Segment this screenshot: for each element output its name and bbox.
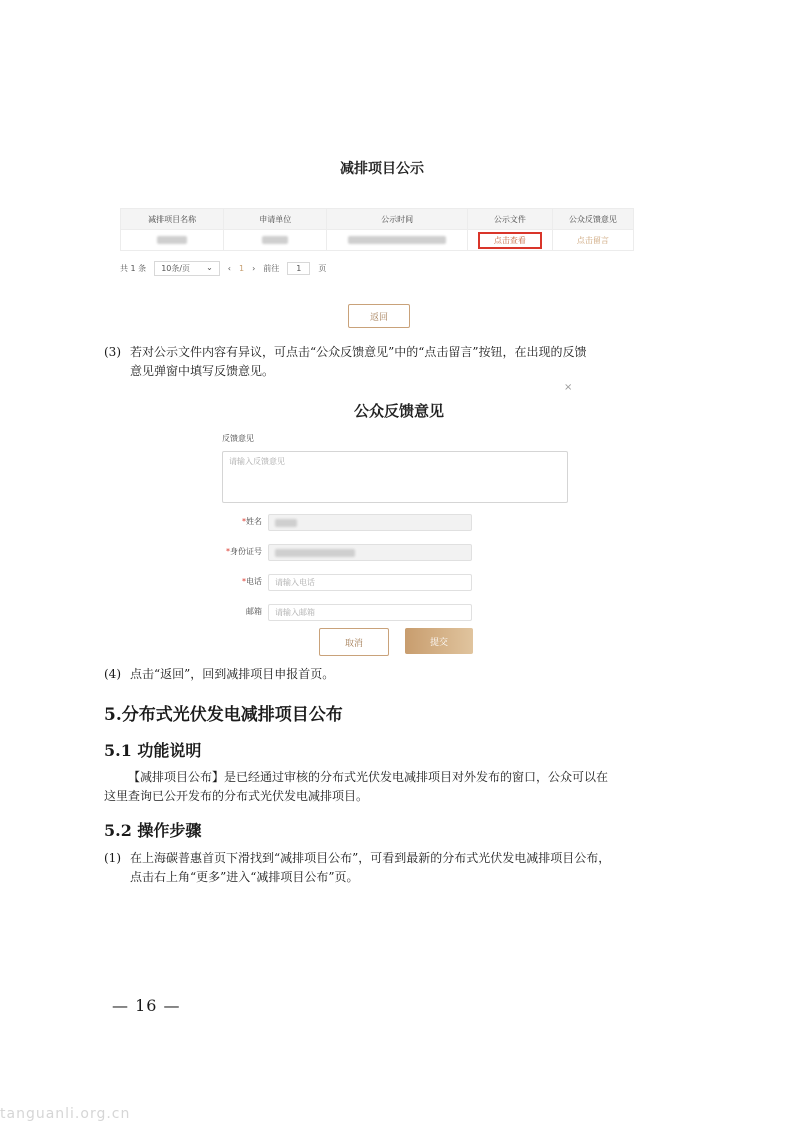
field-label-text: 电话	[246, 577, 262, 586]
goto-page-input[interactable]: 1	[287, 262, 310, 275]
step-3-paragraph	[104, 343, 704, 381]
name-label	[214, 516, 262, 527]
step-text: 点击“返回”，回到减排项目申报首页。	[130, 667, 335, 681]
field-label-text: 姓名	[246, 517, 262, 526]
redacted-text	[157, 236, 187, 244]
name-field[interactable]	[268, 514, 472, 531]
id-row	[214, 546, 262, 557]
redacted-text	[348, 236, 446, 244]
back-button[interactable]: 返回	[348, 304, 410, 328]
goto-label: 前往	[263, 263, 280, 273]
feedback-label: 反馈意见	[222, 434, 254, 443]
column-header: 公示时间	[327, 209, 468, 230]
redacted-text	[275, 549, 355, 557]
step-number: (3)	[104, 345, 121, 359]
view-file-link[interactable]: 点击查看	[478, 232, 542, 249]
section-5-1-heading: 5.1 功能说明	[104, 741, 202, 760]
section-5-2-heading: 5.2 操作步骤	[104, 821, 202, 840]
redacted-text	[262, 236, 288, 244]
project-notice-screenshot	[108, 140, 656, 336]
chevron-down-icon: ⌄	[206, 262, 213, 272]
phone-row	[214, 576, 262, 587]
step-number: (1)	[104, 851, 121, 865]
redacted-text	[275, 519, 297, 527]
watermark: tanguanli.org.cn	[0, 1106, 131, 1122]
step-text: 意见弹窗中填写反馈意见。	[130, 364, 275, 378]
step-text: 点击右上角“更多”进入“减排项目公布”页。	[130, 870, 359, 884]
feedback-textarea[interactable]: 请输入反馈意见	[222, 451, 568, 503]
notice-file-cell	[468, 230, 553, 251]
body-text: 这里查询已公开发布的分布式光伏发电减排项目。	[104, 789, 369, 803]
close-icon[interactable]: ×	[564, 382, 573, 393]
applicant-cell	[224, 230, 327, 251]
required-mark: *	[242, 517, 246, 526]
page-size-select[interactable]	[154, 261, 220, 276]
submit-button[interactable]: 提交	[405, 628, 473, 654]
section-5-heading: 5.分布式光伏发电减排项目公布	[104, 705, 343, 725]
notice-time-cell	[327, 230, 468, 251]
phone-label	[214, 576, 262, 587]
table-row	[121, 230, 634, 251]
step-number: (4)	[104, 667, 121, 681]
project-name-cell	[121, 230, 224, 251]
phone-field[interactable]: 请输入电话	[268, 574, 472, 591]
required-mark: *	[242, 577, 246, 586]
feedback-cell	[552, 230, 633, 251]
field-label-text: 身份证号	[230, 547, 262, 556]
step-4-paragraph	[104, 665, 334, 684]
step-text: 若对公示文件内容有异议，可点击“公众反馈意见”中的“点击留言”按钮，在出现的反馈	[130, 345, 587, 359]
email-row	[214, 606, 262, 617]
notice-title: 减排项目公示	[340, 161, 424, 177]
id-label	[214, 546, 262, 557]
section-5-1-paragraph	[104, 768, 704, 806]
page-number: — 16 —	[112, 996, 181, 1015]
current-page[interactable]: 1	[238, 263, 245, 273]
total-count: 共 1 条	[120, 263, 147, 273]
column-header: 申请单位	[224, 209, 327, 230]
step-1-paragraph	[104, 849, 704, 887]
pagination	[120, 260, 326, 276]
email-field[interactable]: 请输入邮箱	[268, 604, 472, 621]
page-size-value: 10条/页	[161, 263, 191, 273]
cancel-button[interactable]: 取消	[319, 628, 389, 656]
required-mark: *	[226, 547, 230, 556]
column-header: 公众反馈意见	[552, 209, 633, 230]
page-unit: 页	[318, 263, 327, 273]
column-header: 减排项目名称	[121, 209, 224, 230]
body-text: 【减排项目公布】是已经通过审核的分布式光伏发电减排项目对外发布的窗口，公众可以在	[128, 770, 609, 784]
next-page-button[interactable]: ›	[252, 263, 256, 273]
field-label-text: 邮箱	[246, 607, 262, 616]
id-number-field[interactable]	[268, 544, 472, 561]
dialog-title: 公众反馈意见	[353, 402, 444, 420]
column-header: 公示文件	[468, 209, 553, 230]
email-label	[214, 606, 262, 617]
leave-message-link[interactable]: 点击留言	[576, 235, 609, 245]
step-text: 在上海碳普惠首页下滑找到“减排项目公布”，可看到最新的分布式光伏发电减排项目公布，	[130, 851, 611, 865]
prev-page-button[interactable]: ‹	[227, 263, 231, 273]
table-header-row	[121, 209, 634, 230]
name-row	[214, 516, 262, 527]
feedback-dialog-screenshot	[214, 380, 584, 660]
notice-table	[120, 208, 634, 251]
